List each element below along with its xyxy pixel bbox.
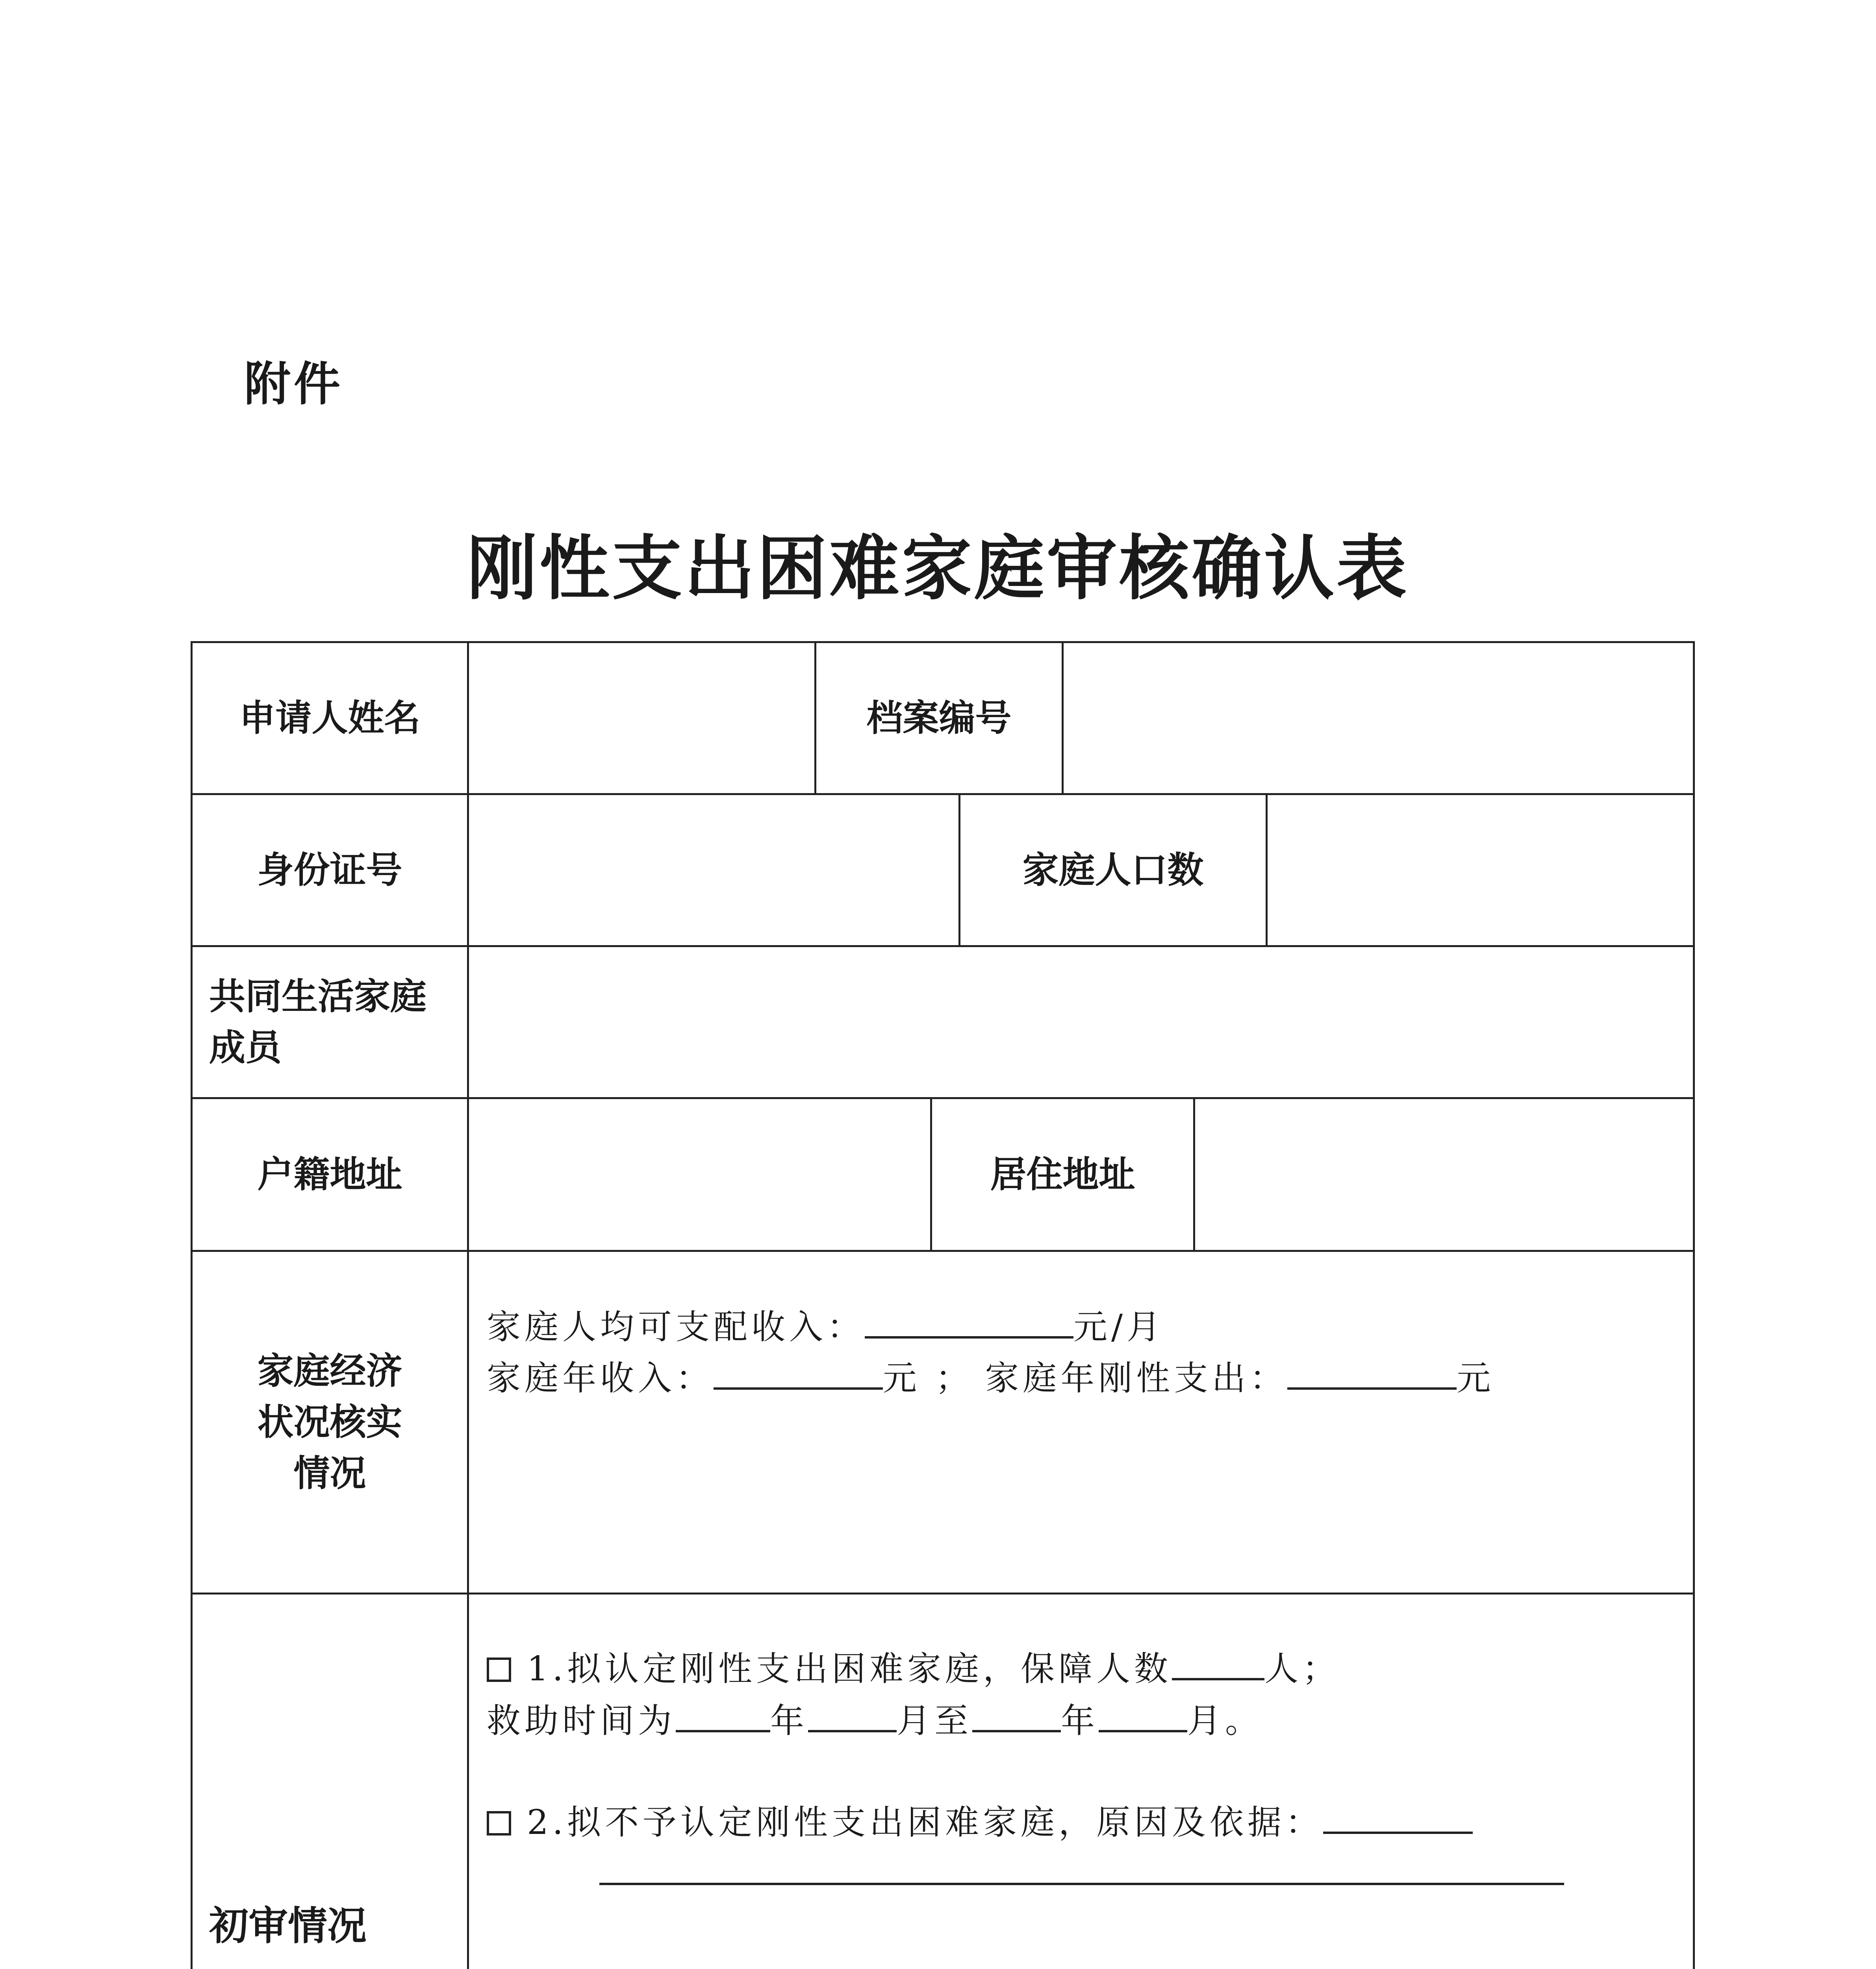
reason-continuation-line[interactable]: [599, 1883, 1564, 1885]
start-month-blank[interactable]: [808, 1698, 897, 1732]
file-number-field[interactable]: [1064, 643, 1693, 793]
cohabiting-members-field[interactable]: [469, 947, 1693, 1097]
end-month-blank[interactable]: [1099, 1698, 1187, 1732]
economic-label-line3: 情况: [293, 1452, 366, 1494]
cohabiting-members-label: [193, 947, 467, 1097]
option2-checkbox[interactable]: [487, 1811, 511, 1836]
aid-period-prefix: 救助时间为: [487, 1701, 676, 1741]
per-capita-income-blank[interactable]: [865, 1304, 1073, 1339]
cohabiting-members-label-line1: 共同生活家庭: [209, 975, 427, 1018]
applicant-name-label: 申请人姓名: [239, 697, 421, 739]
id-number-label: 身份证号: [257, 849, 402, 891]
per-capita-income-unit: 元/月: [1073, 1307, 1164, 1347]
initial-review-label: 初审情况: [209, 1902, 367, 1949]
rigid-expense-blank[interactable]: [1287, 1355, 1457, 1390]
economic-label-line2: 状况核实: [257, 1401, 402, 1443]
aid-period-line: [487, 1697, 1263, 1745]
option1-unit: 人；: [1264, 1649, 1340, 1689]
economic-status-label: [193, 1252, 467, 1593]
household-size-label: 家庭人口数: [1022, 849, 1204, 891]
annual-income-line: [487, 1355, 1494, 1402]
start-year-blank[interactable]: [676, 1698, 770, 1732]
option1-text: 1.拟认定刚性支出困难家庭，保障人数: [527, 1649, 1172, 1689]
economic-label-line1: 家庭经济: [257, 1350, 402, 1392]
start-year-text: 年: [770, 1701, 808, 1741]
household-size-field[interactable]: [1268, 795, 1693, 945]
attachment-label: 附件: [244, 357, 344, 411]
start-month-text: 月: [897, 1701, 934, 1741]
per-capita-income-line: [487, 1303, 1164, 1351]
rigid-expense-unit: 元: [1457, 1359, 1495, 1398]
end-year-text: 年: [1061, 1701, 1099, 1741]
applicant-name-field[interactable]: [469, 643, 814, 793]
residential-address-label: 居住地址: [990, 1153, 1135, 1196]
annual-income-blank[interactable]: [714, 1355, 883, 1390]
residential-address-field[interactable]: [1195, 1099, 1693, 1250]
registered-address-label: 户籍地址: [257, 1153, 402, 1196]
annual-income-prefix: 家庭年收入：: [487, 1359, 714, 1398]
end-year-blank[interactable]: [972, 1698, 1061, 1732]
end-month-text: 月。: [1187, 1701, 1263, 1741]
to-text: 至: [934, 1701, 972, 1741]
file-number-label: 档案编号: [866, 697, 1012, 739]
cohabiting-members-label-line2: 成员: [209, 1026, 282, 1069]
option2-text: 2.拟不予认定刚性支出困难家庭，原因及依据：: [527, 1803, 1324, 1842]
registered-address-field[interactable]: [469, 1099, 930, 1250]
annual-income-unit: 元 ；: [883, 1359, 973, 1398]
option1-checkbox[interactable]: [487, 1658, 511, 1682]
id-number-field[interactable]: [469, 795, 958, 945]
rigid-expense-prefix: 家庭年刚性支出：: [985, 1359, 1288, 1398]
reason-blank[interactable]: [1323, 1799, 1473, 1834]
per-capita-income-prefix: 家庭人均可支配收入：: [487, 1307, 865, 1347]
support-count-blank[interactable]: [1172, 1646, 1264, 1680]
option1-line: [487, 1645, 1340, 1693]
option2-line: [487, 1799, 1473, 1846]
form-title: 刚性支出困难家庭审核确认表: [467, 527, 1409, 609]
table-border-right: [1693, 641, 1695, 1969]
